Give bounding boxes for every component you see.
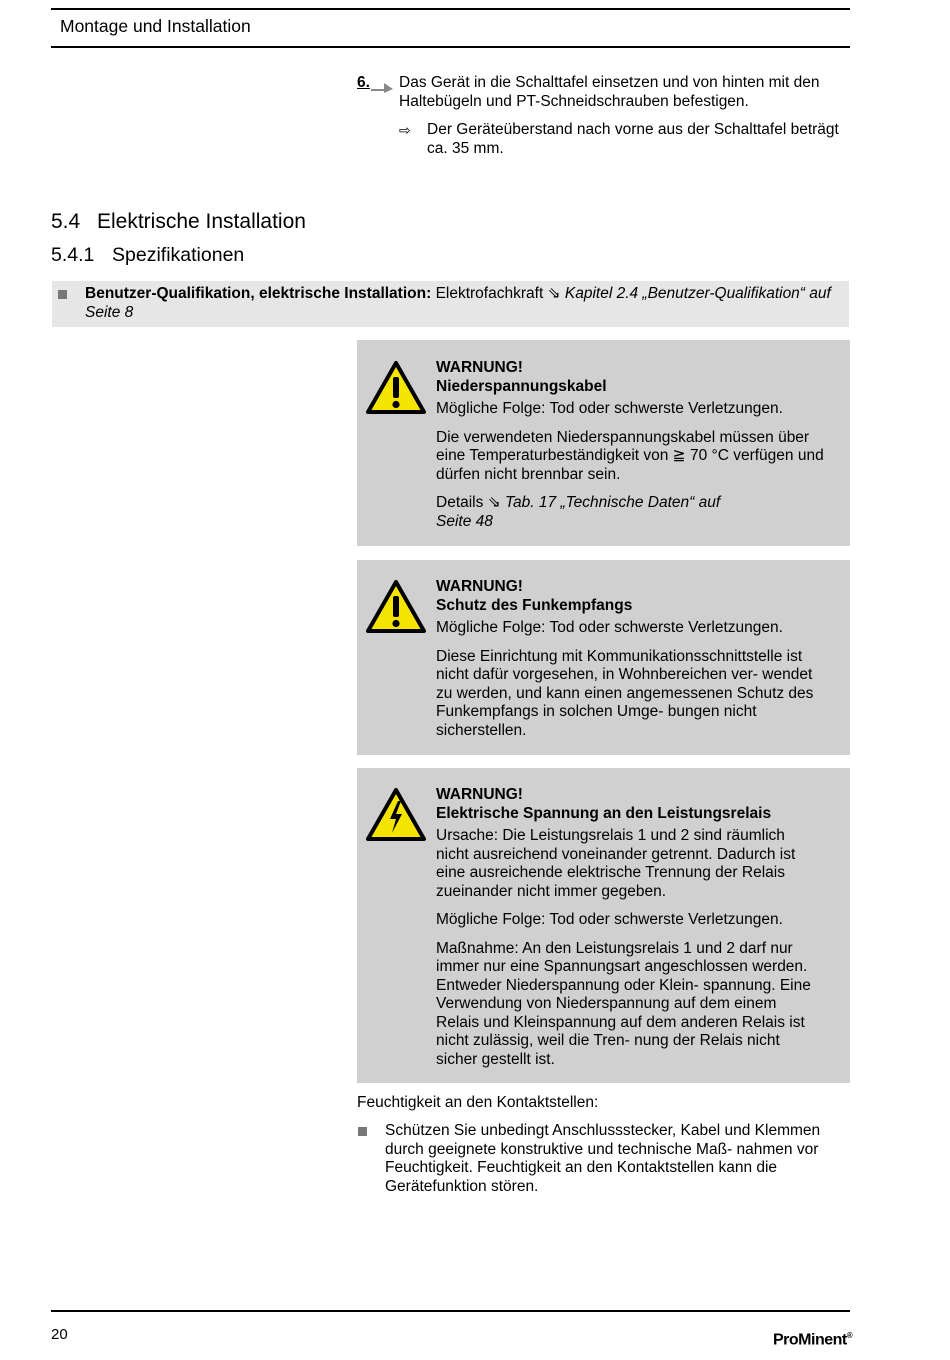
logo-minent: Minent <box>798 1331 847 1349</box>
page-number: 20 <box>51 1326 68 1343</box>
step-number: 6. <box>357 74 370 91</box>
footer-rule <box>51 1310 850 1312</box>
section-heading <box>51 210 306 233</box>
qualification-value: Elektrofachkraft <box>435 285 544 302</box>
qualification-label: Benutzer-Qualifikation, elektrische Installation: <box>85 285 432 302</box>
warning-triangle-icon <box>365 360 427 416</box>
step-result-text: Der Geräteüberstand nach vorne aus der Schalttafel beträgt ca. 35 mm. <box>427 121 839 157</box>
warning-measure: Maßnahme: An den Leistungsrelais 1 und 2 darf nur immer nur eine Spannungsart angeschlossen werden. Entweder Niederspannung oder Klein- spannung. Eine Verwendung von Niederspannung auf dem einem Relais und Kleinspannung auf dem anderen Relais ist nicht zulässig, weil die Tren- nung der Relais nicht sicher gestellt ist. <box>436 939 811 1068</box>
header-top-rule <box>51 8 850 10</box>
warning-content <box>436 578 836 750</box>
warning-triangle-icon <box>365 579 427 635</box>
subsection-title: Spezifikationen <box>112 244 245 266</box>
logo-registered: ® <box>846 1331 853 1340</box>
result-arrow-icon: ⇨ <box>399 122 411 138</box>
warning-content <box>436 359 836 541</box>
reference-arrow-icon: ⇘ <box>487 494 501 511</box>
warning-type: WARNUNG! <box>436 786 523 803</box>
warning-consequence: Mögliche Folge: Tod oder schwerste Verletzungen. <box>436 911 783 928</box>
warning-subject: Elektrische Spannung an den Leistungsrelais <box>436 804 772 822</box>
qualification-reference-link[interactable]: Kapitel 2.4 „Benutzer-Qualifikation“ auf Seite 8 <box>85 285 831 321</box>
warning-box-power-relay-voltage <box>357 768 850 1083</box>
warning-type: WARNUNG! <box>436 359 523 376</box>
step-text: Das Gerät in die Schalttafel einsetzen und von hinten mit den Haltebügeln und PT-Schneidschrauben befestigen. <box>399 74 820 110</box>
qualification-text <box>85 285 845 322</box>
header-bottom-rule <box>51 46 850 48</box>
warning-details <box>436 494 736 531</box>
warning-subject: Schutz des Funkempfangs <box>436 596 633 614</box>
header-title: Montage und Installation <box>60 16 251 36</box>
bullet-square-icon <box>58 290 67 299</box>
warning-box-radio-reception <box>357 560 850 755</box>
details-label: Details <box>436 494 484 511</box>
warning-subject: Niederspannungskabel <box>436 377 607 395</box>
logo-pro: Pro <box>773 1331 799 1349</box>
warning-cause: Ursache: Die Leistungsrelais 1 und 2 sind räumlich nicht ausreichend voneinander getrennt. Dadurch ist eine ausreichende elektrische Trennung der Relais zueinander nicht immer gegeben. <box>436 827 796 900</box>
moisture-heading: Feuchtigkeit an den Kontaktstellen: <box>357 1094 599 1111</box>
section-number: 5.4 <box>51 210 81 233</box>
step-arrow-icon <box>371 80 393 94</box>
warning-box-low-voltage-cable <box>357 340 850 546</box>
lightning-warning-icon <box>365 787 427 843</box>
subsection-heading <box>51 246 244 265</box>
details-reference-link[interactable]: Tab. 17 „Technische Daten“ auf Seite 48 <box>436 494 721 530</box>
warning-consequence: Mögliche Folge: Tod oder schwerste Verletzungen. <box>436 400 783 417</box>
reference-arrow-icon: ⇘ <box>547 285 561 302</box>
warning-body: Die verwendeten Niederspannungskabel müssen über eine Temperaturbeständigkeit von ≧ 70 °C verfügen und dürfen nicht brennbar sein. <box>436 428 824 483</box>
warning-content <box>436 786 836 1079</box>
warning-consequence: Mögliche Folge: Tod oder schwerste Verletzungen. <box>436 619 783 636</box>
warning-type: WARNUNG! <box>436 578 523 595</box>
subsection-number: 5.4.1 <box>51 244 95 266</box>
moisture-bullet-text: Schützen Sie unbedingt Anschlussstecker, Kabel und Klemmen durch geeignete konstruktive und technische Maß- nahmen vor Feuchtigkeit. Feuchtigkeit an den Kontaktstellen kann die Gerätefunktion stören. <box>385 1122 821 1195</box>
prominent-logo <box>773 1327 852 1350</box>
bullet-square-icon <box>358 1127 367 1136</box>
section-title: Elektrische Installation <box>97 210 306 233</box>
warning-body: Diese Einrichtung mit Kommunikationsschnittstelle ist nicht dafür vorgesehen, in Wohnbereichen ver- wendet zu werden, und kann einen angemessenen Schutz des Funkempfangs in solchen Umge- bungen nicht sicherstellen. <box>436 647 814 739</box>
